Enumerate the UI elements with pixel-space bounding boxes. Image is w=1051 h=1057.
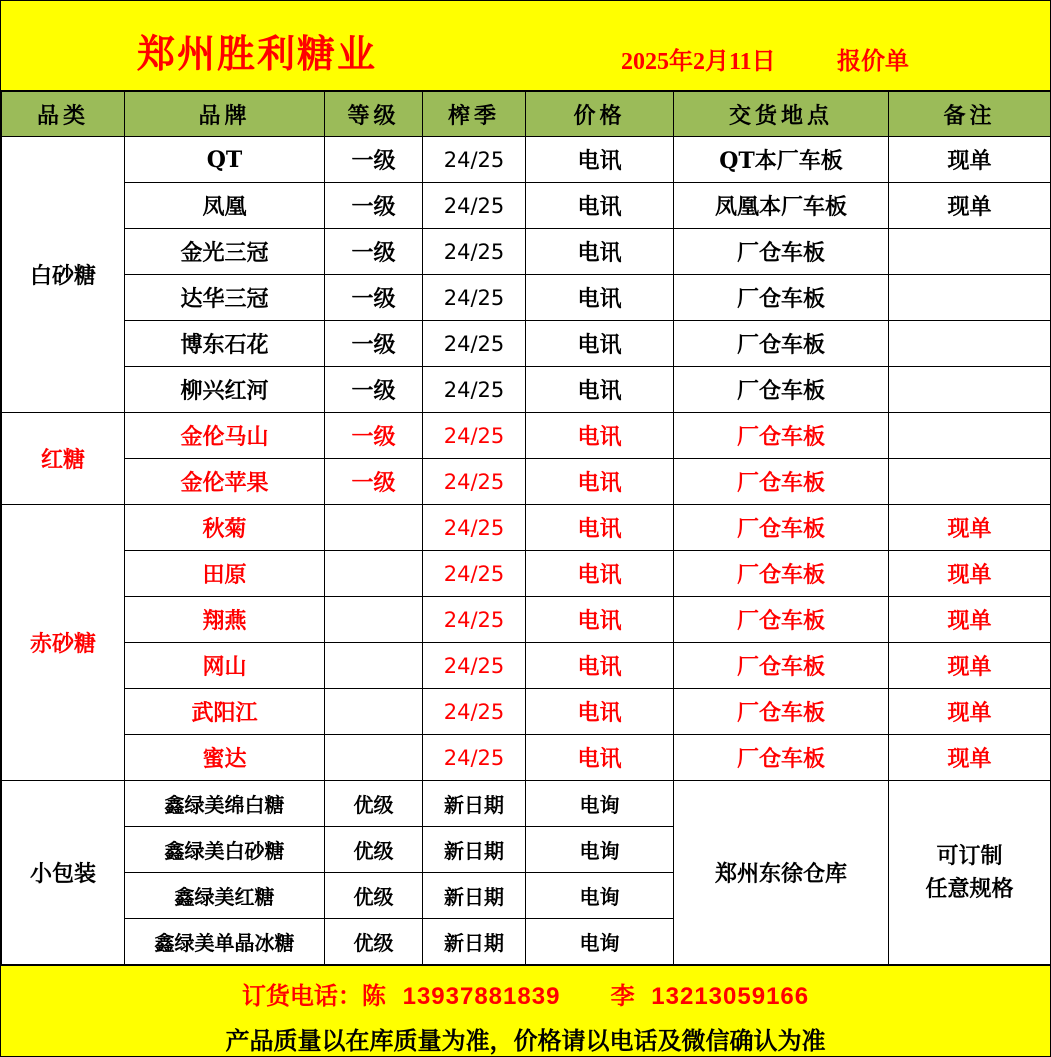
- brand-cell: QT: [125, 137, 325, 183]
- season-cell: 24/25: [423, 229, 526, 275]
- price-cell: 电讯: [526, 413, 674, 459]
- title-bar: [1, 1, 1050, 91]
- season-cell: 24/25: [423, 551, 526, 597]
- grade-cell: 一级: [325, 229, 423, 275]
- footer-disclaimer: 产品质量以在库质量为准，价格请以电话及微信确认为准: [225, 1026, 826, 1055]
- brand-cell: 秋菊: [125, 505, 325, 551]
- contact-person-1: 陈: [361, 981, 386, 1010]
- grade-cell: 优级: [325, 873, 423, 919]
- note-cell: [889, 781, 1051, 965]
- note-cell: 现单: [889, 137, 1051, 183]
- note-cell: 现单: [889, 643, 1051, 689]
- location-cell: 厂仓车板: [674, 735, 889, 781]
- brand-cell: 鑫绿美单晶冰糖: [125, 919, 325, 965]
- column-header-location: 交货地点: [674, 92, 889, 137]
- column-header-note: 备注: [889, 92, 1051, 137]
- grade-cell: [325, 505, 423, 551]
- season-cell: 新日期: [423, 827, 526, 873]
- column-header-grade: 等级: [325, 92, 423, 137]
- season-cell: 24/25: [423, 183, 526, 229]
- grade-cell: 一级: [325, 183, 423, 229]
- grade-cell: 一级: [325, 413, 423, 459]
- season-cell: 24/25: [423, 505, 526, 551]
- season-cell: 24/25: [423, 275, 526, 321]
- brand-cell: 金伦马山: [125, 413, 325, 459]
- category-cell: 小包装: [2, 781, 125, 965]
- note-cell: 现单: [889, 689, 1051, 735]
- category-cell: 白砂糖: [2, 137, 125, 413]
- price-cell: 电讯: [526, 735, 674, 781]
- price-cell: 电讯: [526, 689, 674, 735]
- season-cell: 新日期: [423, 919, 526, 965]
- price-cell: 电讯: [526, 367, 674, 413]
- price-cell: 电询: [526, 873, 674, 919]
- table-row: [2, 459, 1051, 505]
- table-row: [2, 551, 1051, 597]
- grade-cell: [325, 597, 423, 643]
- grade-cell: 优级: [325, 827, 423, 873]
- note-cell: [889, 229, 1051, 275]
- brand-cell: 凤凰: [125, 183, 325, 229]
- price-cell: 电讯: [526, 551, 674, 597]
- brand-cell: 金伦苹果: [125, 459, 325, 505]
- location-cell: 厂仓车板: [674, 551, 889, 597]
- price-cell: 电讯: [526, 137, 674, 183]
- grade-cell: [325, 689, 423, 735]
- price-cell: 电询: [526, 919, 674, 965]
- price-cell: 电讯: [526, 321, 674, 367]
- brand-cell: 达华三冠: [125, 275, 325, 321]
- season-cell: 24/25: [423, 413, 526, 459]
- contact-line: [1, 976, 1050, 1011]
- brand-cell: 鑫绿美绵白糖: [125, 781, 325, 827]
- note-cell: 现单: [889, 735, 1051, 781]
- table-row: [2, 689, 1051, 735]
- contact-bar: [1, 965, 1050, 1015]
- season-cell: 24/25: [423, 367, 526, 413]
- category-cell: 赤砂糖: [2, 505, 125, 781]
- location-cell: 厂仓车板: [674, 275, 889, 321]
- phone-number-1[interactable]: 13937881839: [402, 983, 561, 1010]
- document-type: 报价单: [837, 46, 909, 75]
- contact-person-2: 李: [610, 981, 635, 1010]
- location-cell: 厂仓车板: [674, 459, 889, 505]
- brand-cell: 田原: [125, 551, 325, 597]
- brand-cell: 蜜达: [125, 735, 325, 781]
- column-header-price: 价格: [526, 92, 674, 137]
- footer-bar: [1, 1014, 1050, 1056]
- note-cell: 现单: [889, 597, 1051, 643]
- season-cell: 新日期: [423, 781, 526, 827]
- price-cell: 电讯: [526, 459, 674, 505]
- grade-cell: 一级: [325, 275, 423, 321]
- price-cell: 电询: [526, 827, 674, 873]
- table-row: [2, 735, 1051, 781]
- table-row: [2, 137, 1051, 183]
- location-cell: 厂仓车板: [674, 643, 889, 689]
- note-cell: [889, 275, 1051, 321]
- location-cell: 厂仓车板: [674, 689, 889, 735]
- note-cell: [889, 321, 1051, 367]
- note-cell: 现单: [889, 505, 1051, 551]
- location-cell: 厂仓车板: [674, 597, 889, 643]
- grade-cell: 优级: [325, 919, 423, 965]
- brand-cell: 翔燕: [125, 597, 325, 643]
- brand-cell: 金光三冠: [125, 229, 325, 275]
- table-row: [2, 781, 1051, 827]
- grade-cell: 一级: [325, 321, 423, 367]
- brand-cell: 网山: [125, 643, 325, 689]
- company-name: 郑州胜利糖业: [137, 31, 378, 76]
- brand-cell: 鑫绿美白砂糖: [125, 827, 325, 873]
- grade-cell: 一级: [325, 137, 423, 183]
- column-header-category: 品类: [2, 92, 125, 137]
- season-cell: 24/25: [423, 735, 526, 781]
- price-cell: 电讯: [526, 229, 674, 275]
- season-cell: 24/25: [423, 321, 526, 367]
- table-row: [2, 505, 1051, 551]
- note-cell: [889, 367, 1051, 413]
- price-cell: 电讯: [526, 275, 674, 321]
- table-row: [2, 275, 1051, 321]
- location-cell: QT本厂车板: [674, 137, 889, 183]
- season-cell: 24/25: [423, 459, 526, 505]
- price-table: [1, 91, 1051, 965]
- column-header-season: 榨季: [423, 92, 526, 137]
- location-cell: 郑州东徐仓库: [674, 781, 889, 965]
- season-cell: 24/25: [423, 137, 526, 183]
- table-row: [2, 321, 1051, 367]
- brand-cell: 武阳江: [125, 689, 325, 735]
- table-header-row: [2, 92, 1051, 137]
- grade-cell: 优级: [325, 781, 423, 827]
- price-cell: 电讯: [526, 505, 674, 551]
- season-cell: 24/25: [423, 597, 526, 643]
- quote-date: 2025年2月11日: [621, 49, 776, 75]
- location-cell: 厂仓车板: [674, 367, 889, 413]
- location-cell: 厂仓车板: [674, 413, 889, 459]
- grade-cell: 一级: [325, 367, 423, 413]
- location-cell: 凤凰本厂车板: [674, 183, 889, 229]
- brand-cell: 柳兴红河: [125, 367, 325, 413]
- location-cell: 厂仓车板: [674, 505, 889, 551]
- note-cell: 现单: [889, 551, 1051, 597]
- price-cell: 电询: [526, 781, 674, 827]
- category-cell: 红糖: [2, 413, 125, 505]
- note-cell: 现单: [889, 183, 1051, 229]
- location-cell: 厂仓车板: [674, 321, 889, 367]
- season-cell: 24/25: [423, 643, 526, 689]
- table-row: [2, 413, 1051, 459]
- grade-cell: 一级: [325, 459, 423, 505]
- grade-cell: [325, 643, 423, 689]
- price-cell: 电讯: [526, 597, 674, 643]
- brand-cell: 博东石花: [125, 321, 325, 367]
- note-line: 任意规格: [925, 875, 1014, 902]
- table-row: [2, 367, 1051, 413]
- location-cell: 厂仓车板: [674, 229, 889, 275]
- season-cell: 新日期: [423, 873, 526, 919]
- price-cell: 电讯: [526, 183, 674, 229]
- price-cell: 电讯: [526, 643, 674, 689]
- phone-number-2[interactable]: 13213059166: [651, 983, 810, 1010]
- brand-cell: 鑫绿美红糖: [125, 873, 325, 919]
- table-row: [2, 643, 1051, 689]
- note-cell: [889, 413, 1051, 459]
- note-line: 可订制: [936, 842, 1003, 869]
- grade-cell: [325, 735, 423, 781]
- table-row: [2, 597, 1051, 643]
- table-row: [2, 183, 1051, 229]
- grade-cell: [325, 551, 423, 597]
- note-cell: [889, 459, 1051, 505]
- column-header-brand: 品牌: [125, 92, 325, 137]
- contact-label: 订货电话：: [241, 981, 362, 1010]
- season-cell: 24/25: [423, 689, 526, 735]
- table-row: [2, 229, 1051, 275]
